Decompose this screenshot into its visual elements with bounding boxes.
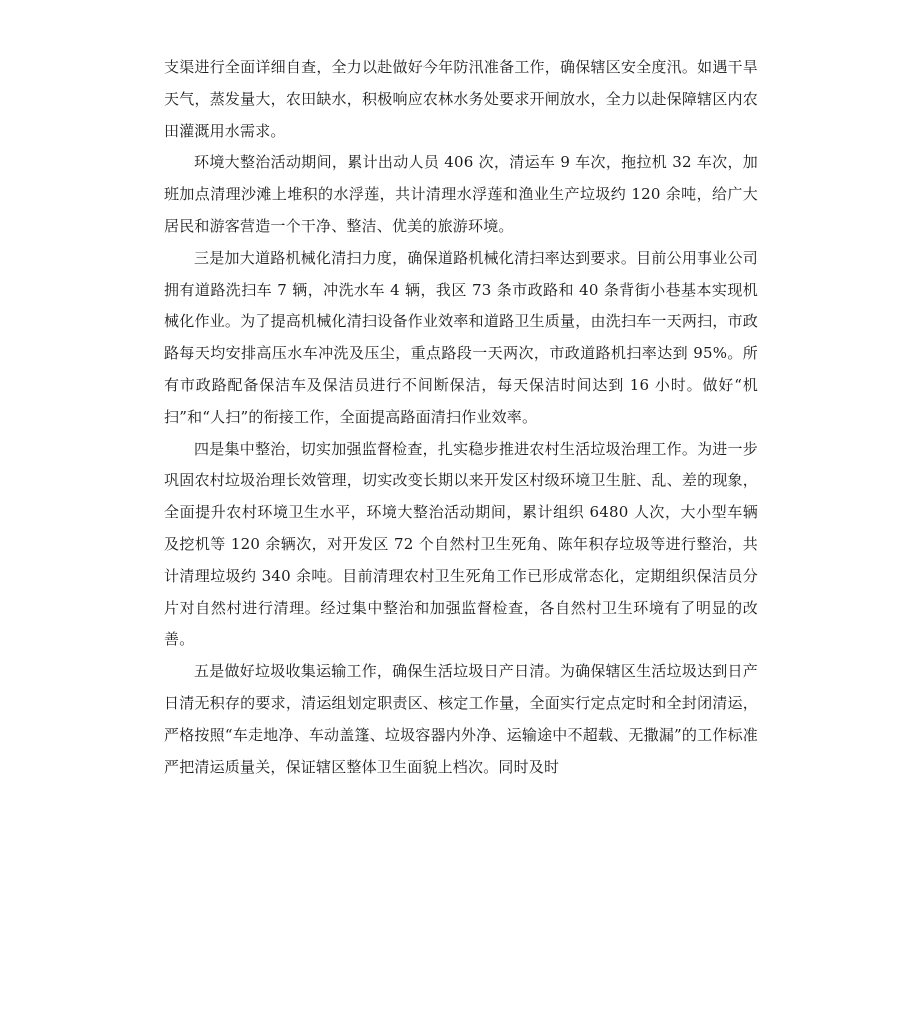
paragraph-garbage-transport: 五是做好垃圾收集运输工作，确保生活垃圾日产日清。为确保辖区生活垃圾达到日产日清无积存的要求，清运组划定职责区、核定工作量，全面实行定点定时和全封闭清运，严格按照“车走地净、车动盖篷、垃圾容器内外净、运输途中不超载、无撒漏”的工作标准严把清运质量关，保证辖区整体卫生面貌上档次。同时及时 bbox=[164, 662, 758, 776]
paragraph-flood-control: 支渠进行全面详细自查，全力以赴做好今年防汛准备工作，确保辖区安全度汛。如遇干旱天气，蒸发量大，农田缺水，积极响应农林水务处要求开闸放水，全力以赴保障辖区内农田灌溉用水需求。 bbox=[164, 58, 758, 140]
document-body bbox=[164, 52, 758, 783]
paragraph-rural-garbage: 四是集中整治，切实加强监督检查，扎实稳步推进农村生活垃圾治理工作。为进一步巩固农村垃圾治理长效管理，切实改变长期以来开发区村级环境卫生脏、乱、差的现象，全面提升农村环境卫生水平，环境大整治活动期间，累计组织 6480 人次，大小型车辆及挖机等 120 余辆次，对开发区 72 个自然村卫生死角、陈年积存垃圾等进行整治，共计清理垃圾约 340 余吨。目前清理农村卫生死角工作已形成常态化，定期组织保洁员分片对自然村进行清理。经过集中整治和加强监督检查，各自然村卫生环境有了明显的改善。 bbox=[164, 439, 758, 649]
paragraph-environment-cleanup: 环境大整治活动期间，累计出动人员 406 次，清运车 9 车次，拖拉机 32 车次，加班加点清理沙滩上堆积的水浮莲，共计清理水浮莲和渔业生产垃圾约 120 余吨，给广大居民和游客营造一个干净、整洁、优美的旅游环境。 bbox=[164, 153, 758, 235]
paragraph-road-sweeping: 三是加大道路机械化清扫力度，确保道路机械化清扫率达到要求。目前公用事业公司拥有道路洗扫车 7 辆，冲洗水车 4 辆，我区 73 条市政路和 40 条背街小巷基本实现机械化作业。为了提高机械化清扫设备作业效率和道路卫生质量，由洗扫车一天两扫，市政路每天均安排高压水车冲洗及压尘，重点路段一天两次，市政道路机扫率达到 95%。所有市政路配备保洁车及保洁员进行不间断保洁，每天保洁时间达到 16 小时。做好“机扫”和“人扫”的衔接工作，全面提高路面清扫作业效率。 bbox=[164, 248, 758, 426]
